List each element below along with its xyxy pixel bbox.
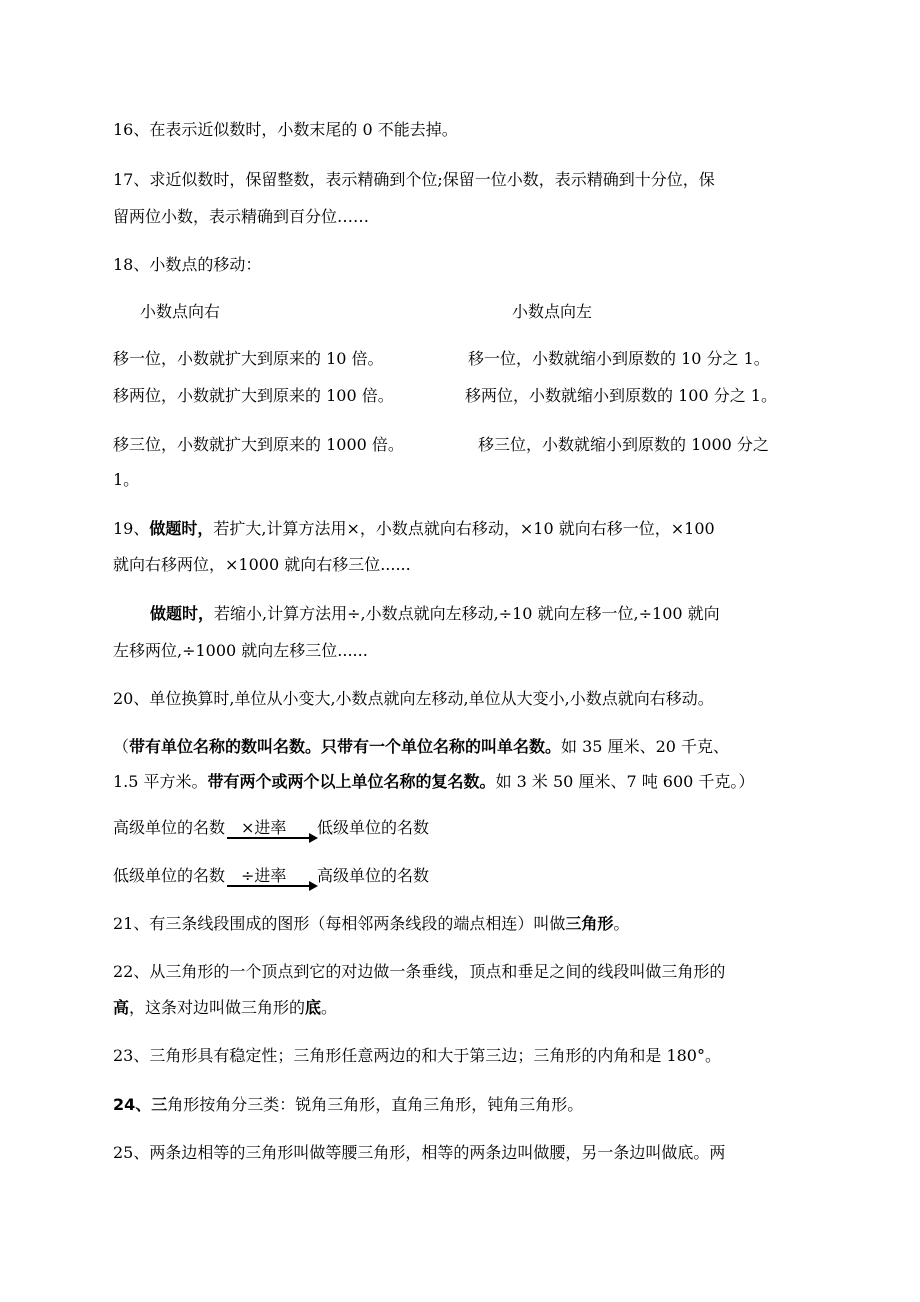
item-21-text: 21、有三条线段围成的图形（每相邻两条线段的端点相连）叫做: [113, 914, 566, 933]
note-text-2: 1.5 平方米。: [113, 772, 208, 791]
note-text-3: 如 3 米 50 厘米、7 吨 600 千克。）: [495, 772, 755, 791]
item-19b-bold: 做题时，: [150, 604, 215, 623]
arrow-right-icon: [309, 881, 318, 891]
move-left-one: 移一位，小数就缩小到原数的 10 分之 1。: [468, 349, 770, 368]
item-22-text-2: ，这条对边叫做三角形的: [129, 998, 306, 1017]
move-left-three: 移三位，小数就缩小到原数的 1000 分之: [478, 435, 769, 454]
conv1-left: 高级单位的名数: [113, 818, 226, 837]
move-right-two: 移两位，小数就扩大到原来的 100 倍。: [113, 386, 394, 405]
item-22-bold-1: 高: [113, 998, 130, 1017]
item-24-bold: 24、三: [113, 1095, 168, 1114]
item-20: 20、单位换算时,单位从小变大,小数点就向左移动,单位从大变小,小数点就向右移动。: [113, 689, 714, 708]
conv1-arrow: [225, 818, 317, 838]
item-22-end: 。: [321, 998, 338, 1017]
arrow-right-icon: [309, 833, 318, 843]
item-18: 18、小数点的移动：: [113, 255, 262, 274]
item-22-bold-2: 底: [305, 998, 322, 1017]
item-16: 16、在表示近似数时，小数末尾的 0 不能去掉。: [113, 120, 458, 139]
item-22-line2: [113, 998, 337, 1018]
note-line1: [113, 737, 729, 757]
col-header-right: 小数点向右: [140, 302, 221, 321]
move-left-two: 移两位，小数就缩小到原数的 100 分之 1。: [465, 386, 777, 405]
item-23: 23、三角形具有稳定性；三角形任意两边的和大于第三边；三角形的内角和是 180°。: [113, 1046, 721, 1065]
note-open: （: [113, 737, 130, 756]
note-text-1: 如 35 厘米、20 千克、: [561, 737, 730, 756]
item-21-end: 。: [613, 914, 630, 933]
note-bold-1: 带有单位名称的数叫名数。只带有一个单位名称的叫单名数。: [129, 737, 562, 756]
conv1-arrow-line: [227, 837, 311, 839]
move-right-one: 移一位，小数就扩大到原来的 10 倍。: [113, 349, 384, 368]
item-19-bold: 做题时，: [149, 519, 214, 538]
note-line2: [113, 772, 754, 792]
item-19-line2: 就向右移两位，×1000 就向右移三位......: [113, 555, 411, 574]
move-left-three-tail: 1。: [113, 470, 140, 489]
item-22-line1: 22、从三角形的一个顶点到它的对边做一条垂线，顶点和垂足之间的线段叫做三角形的: [113, 962, 726, 981]
conv2-left: 低级单位的名数: [113, 866, 226, 885]
conversion-high-to-low: [113, 818, 429, 838]
col-header-left: 小数点向左: [512, 302, 593, 321]
item-25: 25、两条边相等的三角形叫做等腰三角形，相等的两条边叫做腰，另一条边叫做底。两: [113, 1143, 726, 1162]
conv2-right: 高级单位的名数: [317, 866, 430, 885]
conv1-operator: ×进率: [241, 818, 287, 837]
conv1-right: 低级单位的名数: [317, 818, 430, 837]
conv2-arrow-line: [227, 885, 311, 887]
note-bold-2: 带有两个或两个以上单位名称的复名数。: [207, 772, 496, 791]
conv2-operator: ÷进率: [241, 866, 287, 885]
item-17-line1: 17、求近似数时，保留整数，表示精确到个位;保留一位小数，表示精确到十分位，保: [113, 170, 715, 189]
item-19-number: 19、: [113, 519, 150, 538]
conv2-arrow: [225, 866, 317, 886]
item-19-line1: [113, 519, 715, 539]
item-21-bold: 三角形: [565, 914, 614, 933]
item-21: [113, 914, 629, 934]
item-19-text: 若扩大,计算方法用×，小数点就向右移动，×10 就向右移一位，×100: [213, 519, 715, 538]
item-19b-text: 若缩小,计算方法用÷,小数点就向左移动,÷10 就向左移一位,÷100 就向: [214, 604, 720, 623]
conversion-low-to-high: [113, 866, 429, 886]
item-24-text: 角形按角分三类：锐角三角形，直角三角形，钝角三角形。: [167, 1095, 584, 1114]
move-right-three: 移三位，小数就扩大到原来的 1000 倍。: [113, 435, 404, 454]
item-17-line2: 留两位小数，表示精确到百分位……: [113, 207, 370, 226]
item-24: [113, 1095, 583, 1115]
item-19b-line1: [150, 604, 720, 624]
item-19b-line2: 左移两位,÷1000 就向左移三位......: [113, 641, 368, 660]
